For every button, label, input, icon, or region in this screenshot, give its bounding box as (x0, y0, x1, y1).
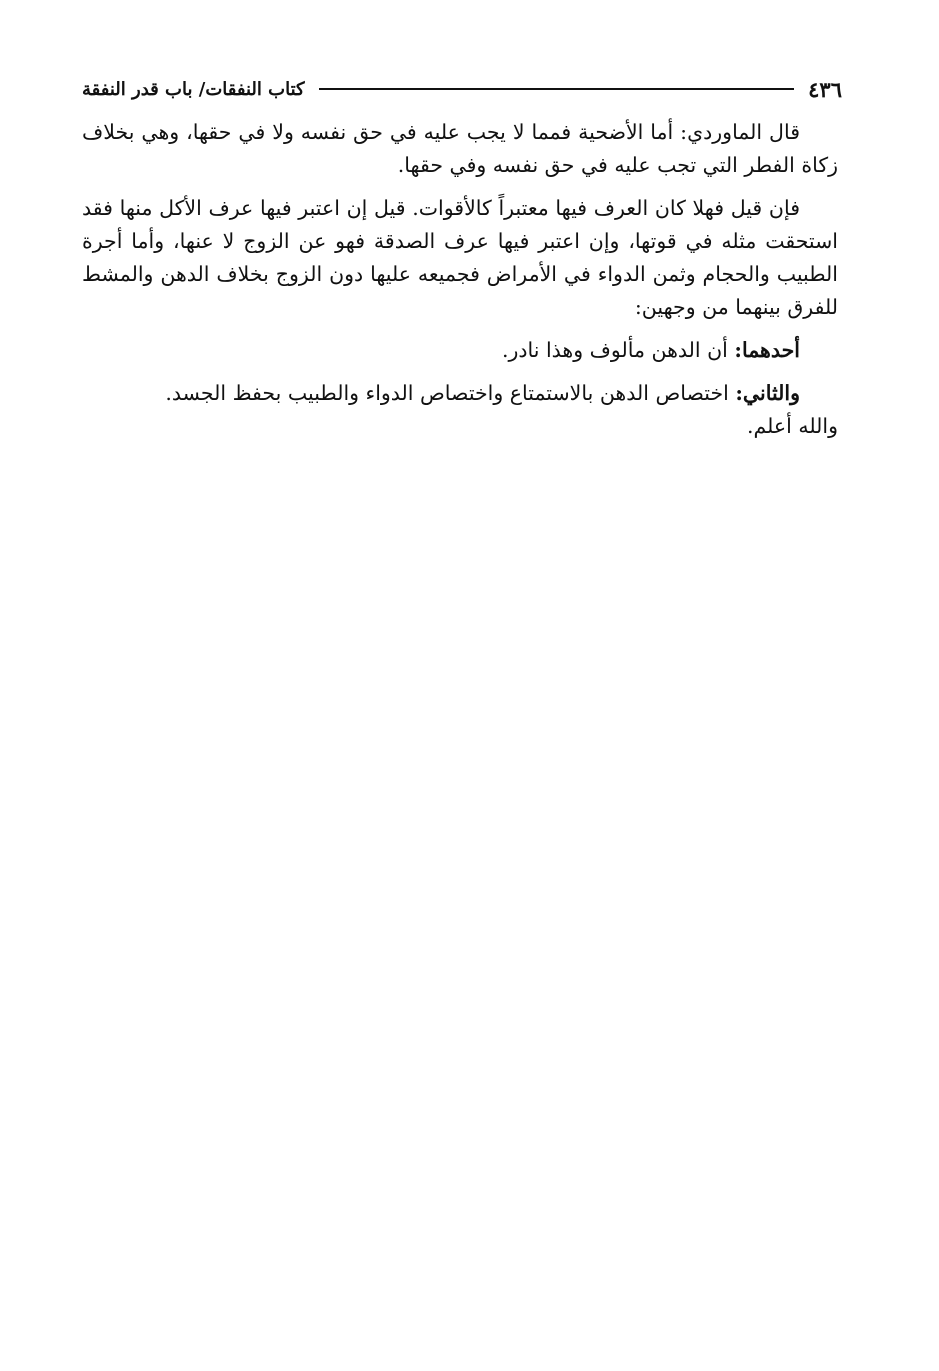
second-reason-text: اختصاص الدهن بالاستمتاع واختصاص الدواء والطبيب بحفظ الجسد. (165, 381, 729, 405)
page-number: ٤٣٦ (808, 76, 842, 102)
running-header (82, 74, 842, 104)
paragraph-second-reason (82, 377, 838, 410)
body-text (82, 116, 838, 453)
paragraph-question: فإن قيل فهلا كان العرف فيها معتبراً كالأقوات. قيل إن اعتبر فيها عرف الأكل منها فقد استحقت مثله في قوتها، وإن اعتبر فيها عرف الصدقة فهو عن الزوج لا عنها، وأما أجرة الطبيب والحجام وثمن الدواء في الأمراض فجميعه عليها دون الزوج بخلاف الدهن والمشط للفرق بينهما من وجهين: (82, 196, 838, 319)
header-rule (319, 88, 795, 90)
paragraph-mawardi: قال الماوردي: أما الأضحية فمما لا يجب عليه في حق نفسه ولا في حقها، وهي بخلاف زكاة الفطر التي تجب عليه في حق نفسه وفي حقها. (82, 120, 838, 177)
paragraph-closing: والله أعلم. (746, 414, 838, 438)
second-reason-term: والثاني: (735, 381, 800, 405)
first-reason-term: أحدهما: (734, 338, 800, 362)
paragraph-first-reason (82, 334, 838, 367)
first-reason-text: أن الدهن مألوف وهذا نادر. (501, 338, 728, 362)
running-title: كتاب النفقات/ باب قدر النفقة (82, 78, 305, 100)
